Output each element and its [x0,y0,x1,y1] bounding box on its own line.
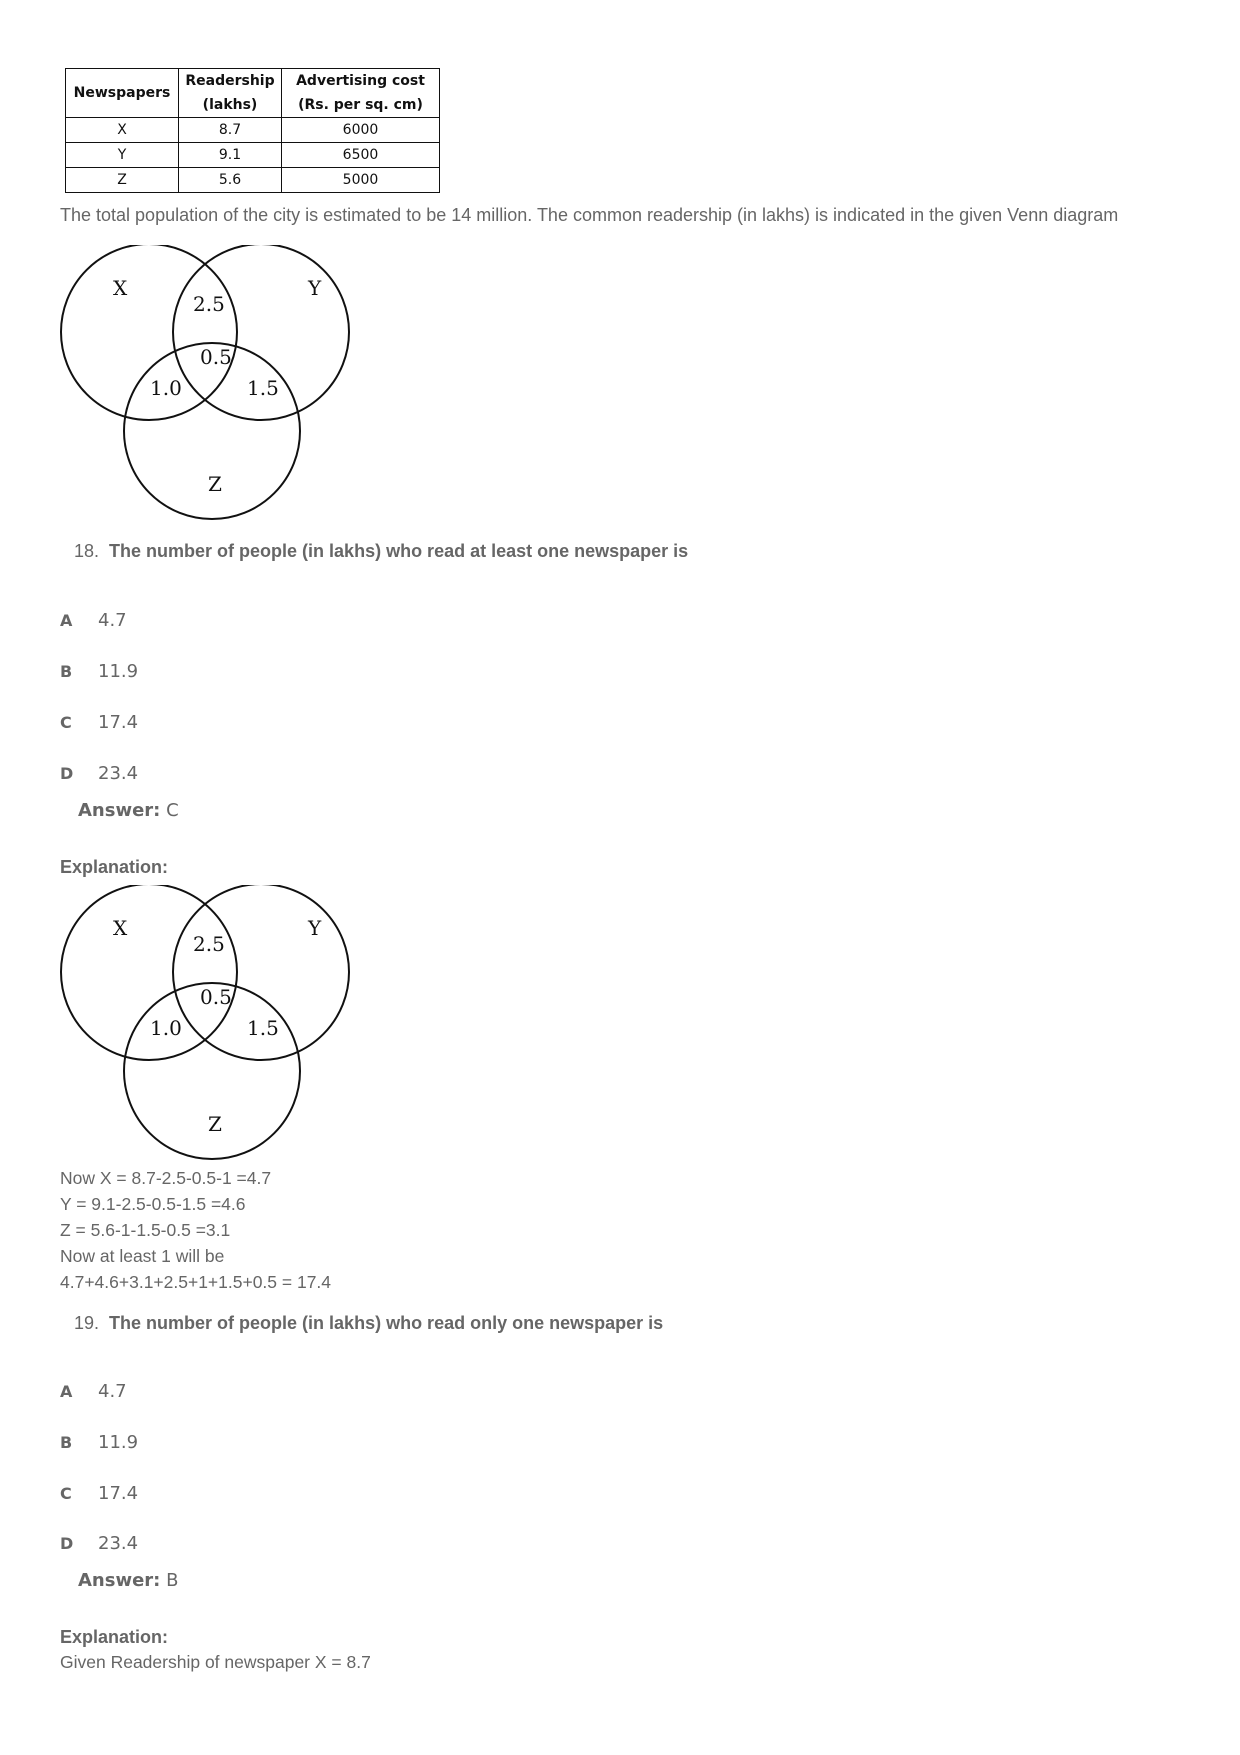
question-18 [74,541,688,562]
explanation-line: Now at least 1 will be [60,1246,225,1266]
table-cell: 9.1 [179,143,282,168]
venn-region-xz: 1.0 [150,376,182,400]
venn-label-z: Z [208,472,222,496]
venn-region-yz: 1.5 [247,1016,279,1040]
explanation-19 [60,1649,371,1675]
question-number: 18. [74,541,100,561]
option-c[interactable] [60,712,138,733]
venn-label-x: X [113,276,128,300]
explanation-line: Z = 5.6-1-1.5-0.5 =3.1 [60,1220,231,1240]
readership-table [65,68,440,193]
question-number: 19. [74,1313,100,1333]
option-letter: D [60,1534,74,1553]
option-value: 4.7 [98,610,127,631]
option-letter: A [60,611,73,630]
table-cell: Y [66,143,179,168]
option-letter: B [60,1433,73,1452]
option-b[interactable] [60,661,138,682]
answer-value: B [166,1570,179,1591]
venn-region-xyz: 0.5 [200,345,232,369]
venn-region-xy: 2.5 [193,932,225,956]
option-value: 17.4 [98,1483,139,1504]
option-d[interactable] [60,1533,138,1554]
venn-region-yz: 1.5 [247,376,279,400]
venn-label-z: Z [208,1112,222,1136]
option-value: 11.9 [98,661,139,682]
explanation-title: Explanation: [60,857,169,877]
venn-label-y: Y [308,916,322,940]
option-value: 23.4 [98,1533,139,1554]
option-c[interactable] [60,1483,138,1504]
table-header-row [66,69,440,118]
option-letter: A [60,1382,73,1401]
table-row [66,143,440,168]
question-text: The number of people (in lakhs) who read at least one newspaper is [109,541,689,561]
venn-diagram [60,245,370,525]
venn-circle-x [61,245,237,420]
question-text: The number of people (in lakhs) who read only one newspaper is [109,1313,664,1333]
answer-label: Answer: [78,800,161,821]
venn-label-x: X [113,916,128,940]
table-header-readership: Readership (lakhs) [179,69,282,118]
table-cell: 5.6 [179,168,282,193]
table-header-advertising-cost: Advertising cost (Rs. per sq. cm) [282,69,440,118]
venn-diagram-explanation [60,885,370,1165]
option-value: 23.4 [98,763,139,784]
explanation-line: Given Readership of newspaper X = 8.7 [60,1652,371,1672]
explanation-line: Y = 9.1-2.5-0.5-1.5 =4.6 [60,1194,246,1214]
table-cell: 6000 [282,118,440,143]
table-cell: 5000 [282,168,440,193]
option-b[interactable] [60,1432,138,1453]
table-header-newspapers: Newspapers [66,69,179,118]
explanation-line: 4.7+4.6+3.1+2.5+1+1.5+0.5 = 17.4 [60,1272,332,1292]
answer-value: C [166,800,179,821]
option-d[interactable] [60,763,138,784]
option-letter: D [60,764,74,783]
venn-label-y: Y [308,276,322,300]
option-a[interactable] [60,610,127,631]
answer-19 [78,1570,178,1591]
table-cell: X [66,118,179,143]
intro-text: The total population of the city is estimated to be 14 million. The common readership (in lakhs) is indicated in the given Venn diagram [60,205,1119,225]
table-cell: 8.7 [179,118,282,143]
venn-region-xy: 2.5 [193,292,225,316]
explanation-title: Explanation: [60,1627,169,1647]
table-cell: 6500 [282,143,440,168]
question-19 [74,1313,663,1334]
table-row [66,168,440,193]
explanation-line: Now X = 8.7-2.5-0.5-1 =4.7 [60,1168,272,1188]
answer-18 [78,800,179,821]
option-value: 11.9 [98,1432,139,1453]
option-a[interactable] [60,1381,127,1402]
option-letter: B [60,662,73,681]
venn-region-xz: 1.0 [150,1016,182,1040]
answer-label: Answer: [78,1570,161,1591]
option-letter: C [60,1484,72,1503]
option-letter: C [60,713,72,732]
table-row [66,118,440,143]
option-value: 4.7 [98,1381,127,1402]
table-cell: Z [66,168,179,193]
option-value: 17.4 [98,712,139,733]
venn-region-xyz: 0.5 [200,985,232,1009]
venn-circle-x [61,885,237,1060]
explanation-18 [60,1165,331,1295]
